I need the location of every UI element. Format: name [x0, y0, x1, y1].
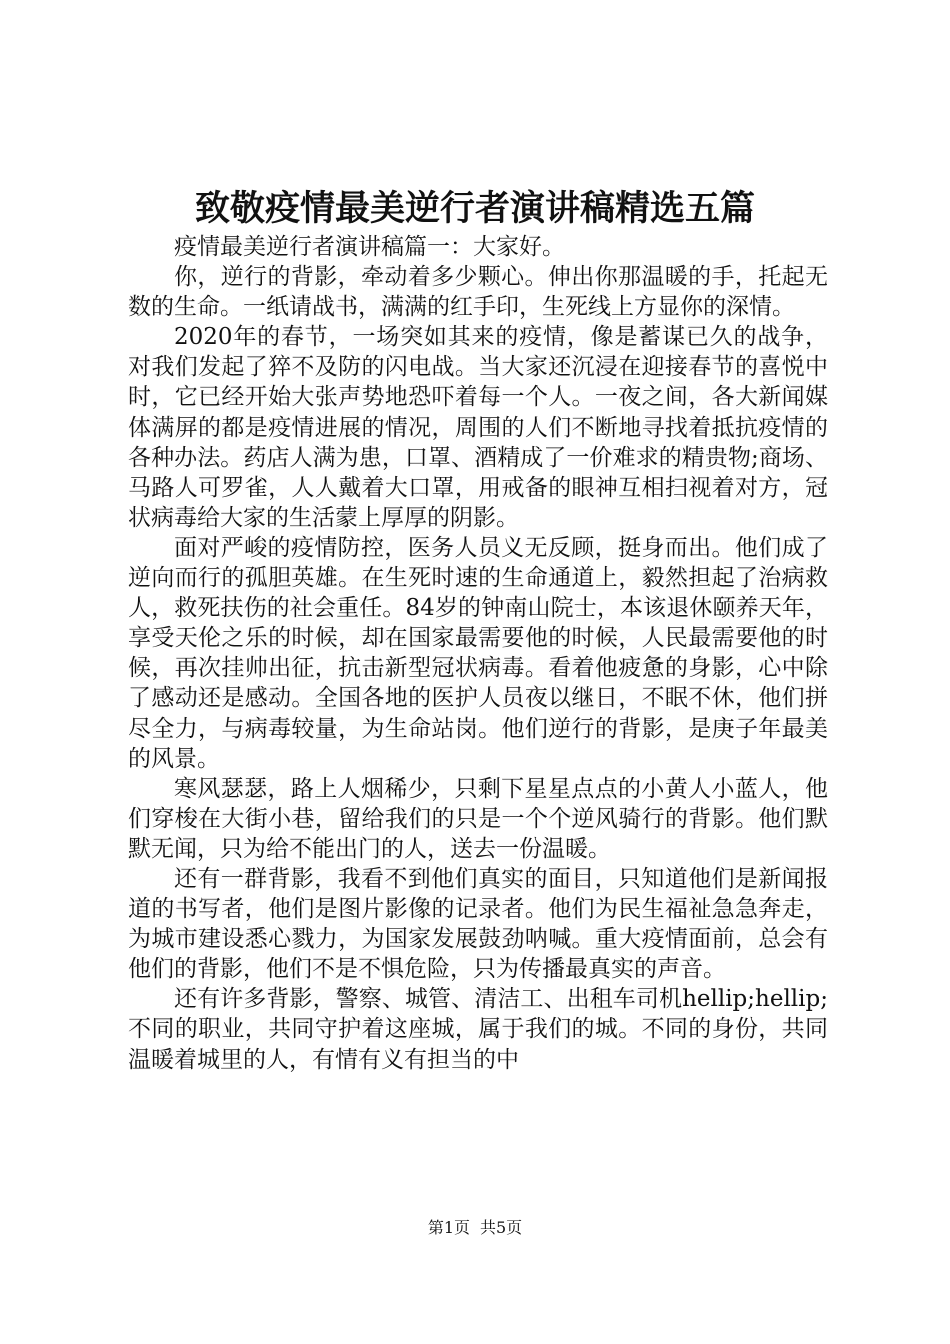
- paragraph: 还有一群背影，我看不到他们真实的面目，只知道他们是新闻报道的书写者，他们是图片影像的记录者。他们为民生福祉急急奔走，为城市建设悉心戮力，为国家发展鼓劲呐喊。重大疫情面前，总会有他们的背影，他们不是不惧危险，只为传播最真实的声音。: [128, 865, 828, 983]
- paragraph-intro: 疫情最美逆行者演讲稿篇一：大家好。: [174, 234, 565, 260]
- paragraph: 还有许多背影，警察、城管、清洁工、出租车司机hellip;hellip;不同的职业，共同守护着这座城，属于我们的城。不同的身份，共同温暖着城里的人，有情有义有担当的中: [128, 986, 828, 1073]
- paragraph: 你，逆行的背影，牵动着多少颗心。伸出你那温暖的手，托起无数的生命。一纸请战书，满满的红手印，生死线上方显你的深情。: [128, 264, 828, 321]
- paragraph: 寒风瑟瑟，路上人烟稀少，只剩下星星点点的小黄人小蓝人，他们穿梭在大街小巷，留给我们的只是一个个逆风骑行的背影。他们默默无闻，只为给不能出门的人，送去一份温暖。: [128, 775, 828, 862]
- page-number: 第1页: [427, 1218, 470, 1237]
- page-total: 共5页: [480, 1218, 523, 1237]
- document-title: 致敬疫情最美逆行者演讲稿精选五篇: [194, 188, 755, 229]
- paragraph: 面对严峻的疫情防控，医务人员义无反顾，挺身而出。他们成了逆向而行的孤胆英雄。在生死时速的生命通道上，毅然担起了治病救人，救死扶伤的社会重任。84岁的钟南山院士，本该退休颐养天年，享受天伦之乐的时候，却在国家最需要他的时候，人民最需要他的时候，再次挂帅出征，抗击新型冠状病毒。看着他疲惫的身影，心中除了感动还是感动。全国各地的医护人员夜以继日，不眠不休，他们拼尽全力，与病毒较量，为生命站岗。他们逆行的背影，是庚子年最美的风景。: [128, 534, 828, 772]
- document-body: [128, 232, 828, 1075]
- paragraph: 2020年的春节，一场突如其来的疫情，像是蓄谋已久的战争，对我们发起了猝不及防的闪电战。当大家还沉浸在迎接春节的喜悦中时，它已经开始大张声势地恐吓着每一个人。一夜之间，各大新闻媒体满屏的都是疫情进展的情况，周围的人们不断地寻找着抵抗疫情的各种办法。药店人满为患，口罩、酒精成了一价难求的精贵物;商场、马路人可罗雀，人人戴着大口罩，用戒备的眼神互相扫视着对方，冠状病毒给大家的生活蒙上厚厚的阴影。: [128, 324, 828, 531]
- page-footer: [0, 1218, 950, 1238]
